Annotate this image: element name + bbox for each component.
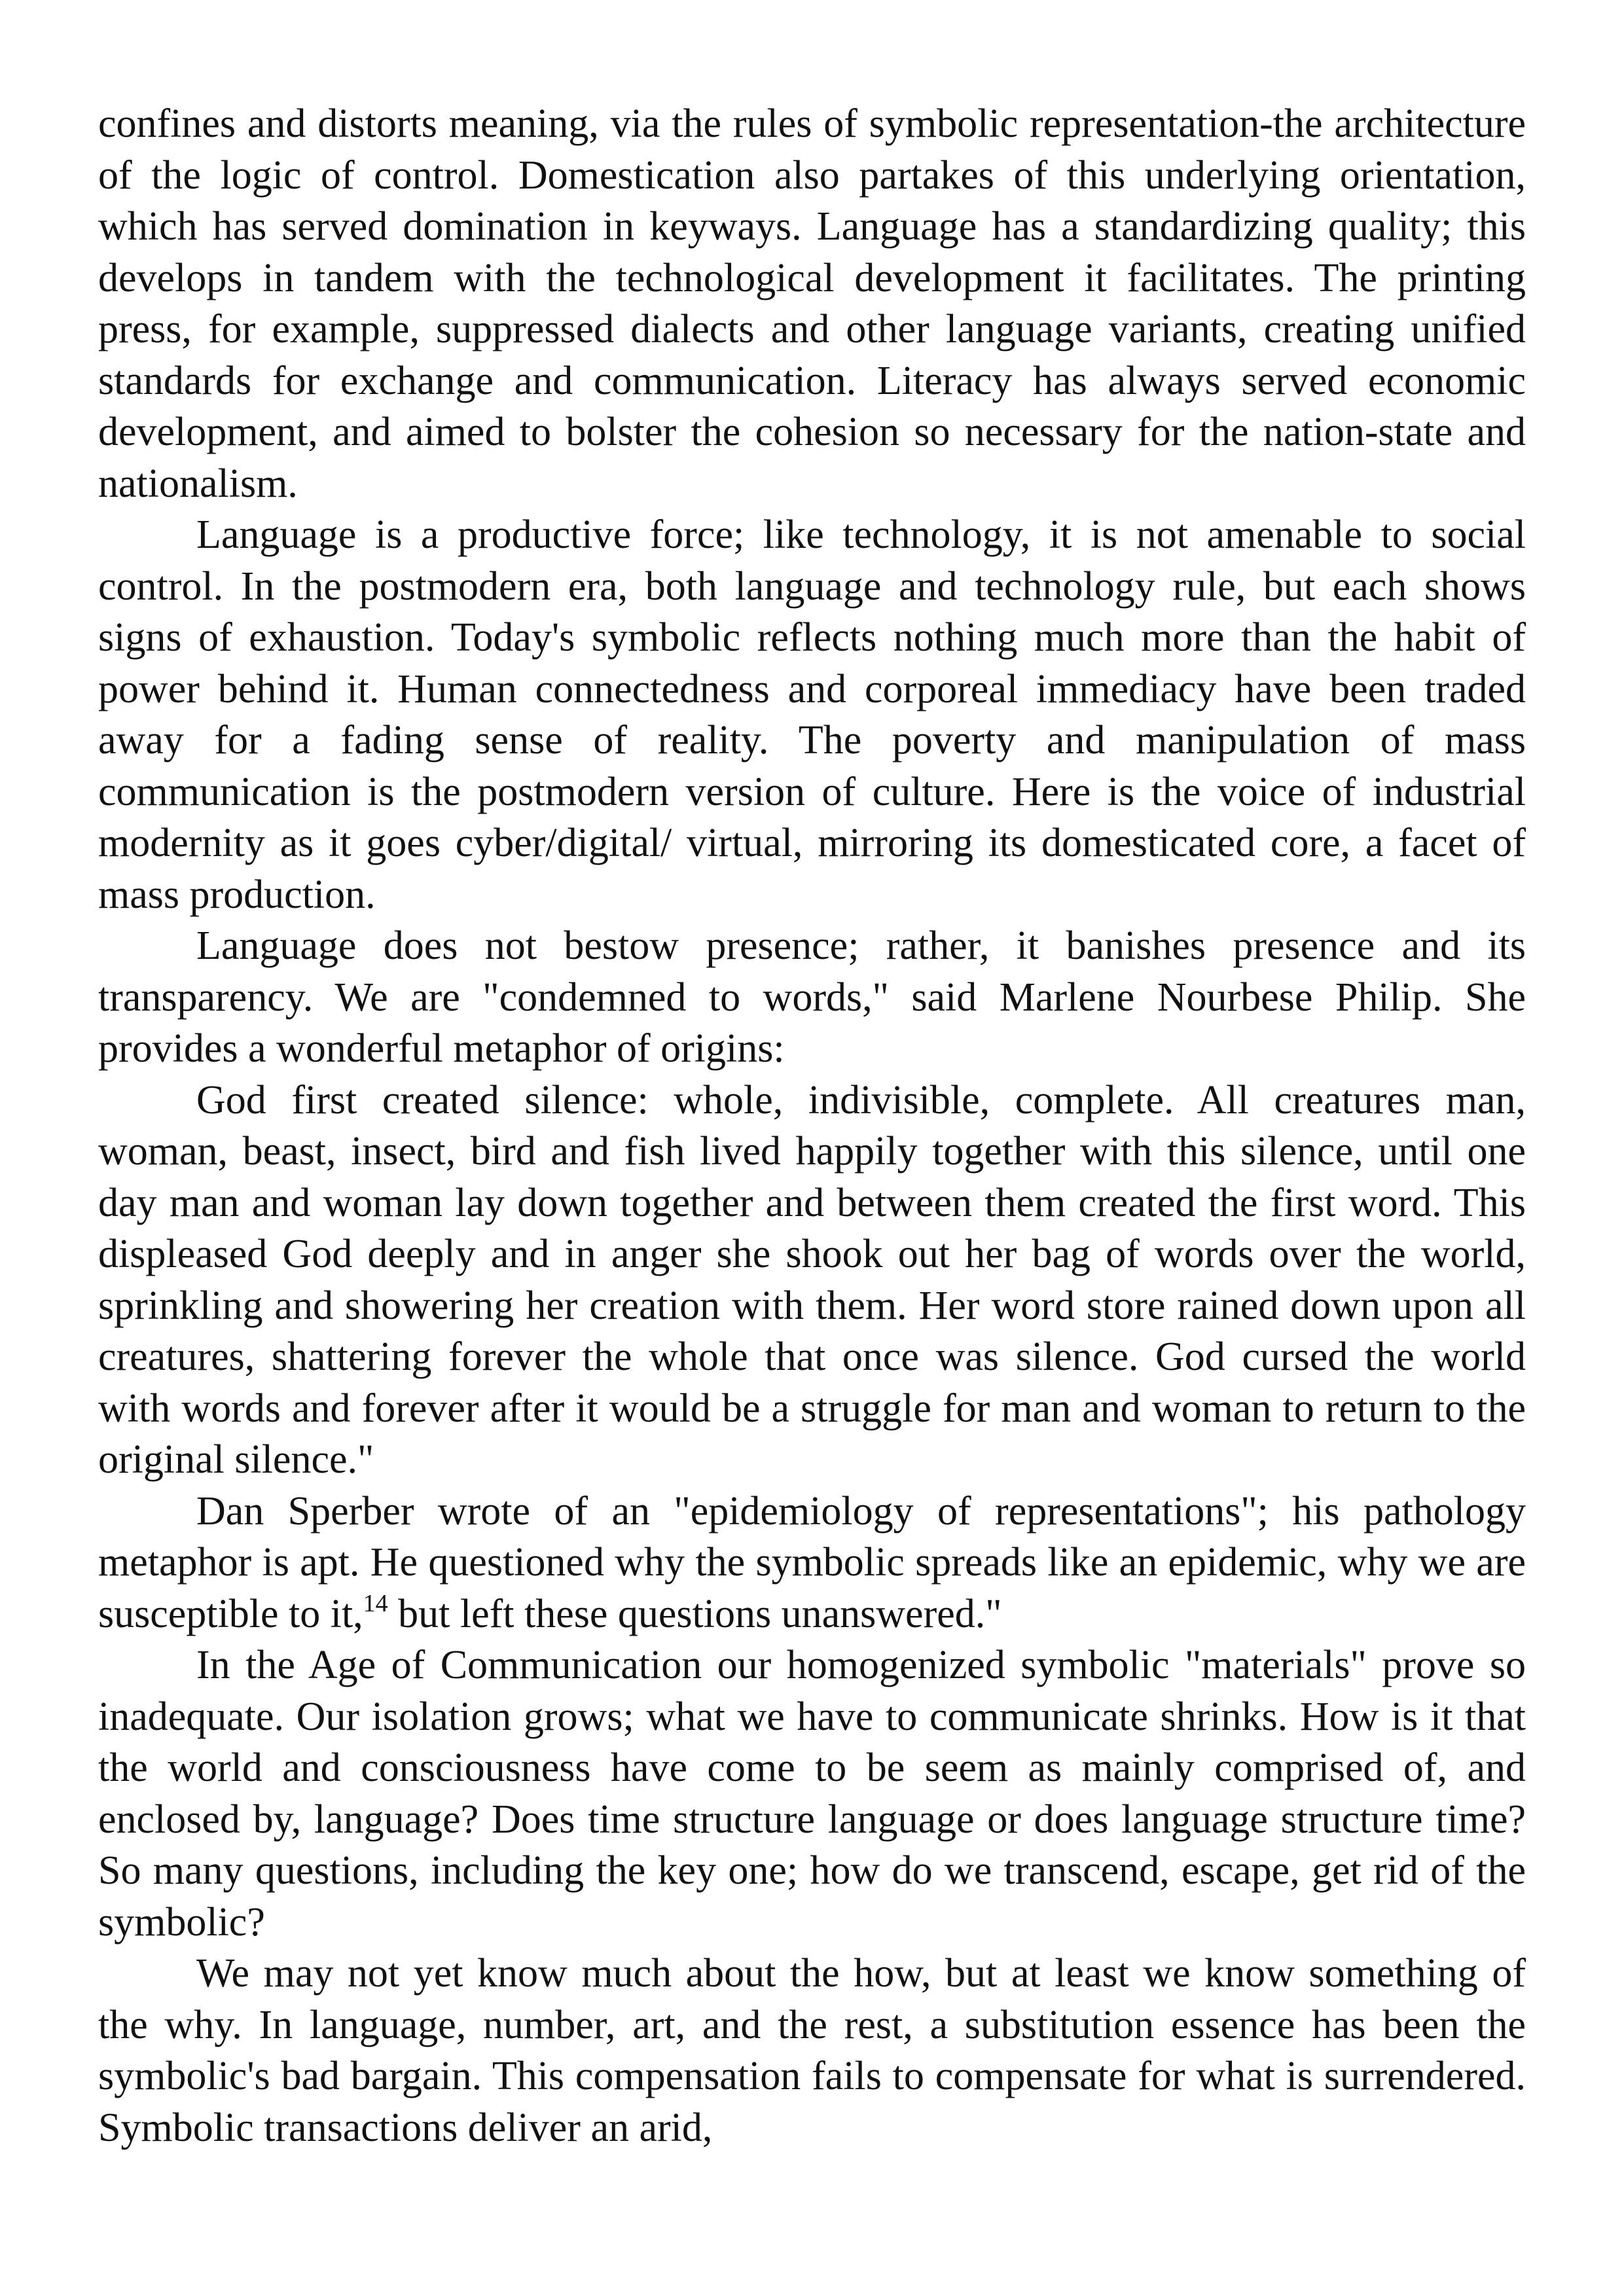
paragraph-3: Language does not bestow presence; rather, it banishes presence and its transparency. We are "condemned to words," said Marlene Nourbese Philip. She provides a wonderful metaphor of origins: xyxy=(98,924,1526,1071)
paragraph-5-text-before: Dan Sperber wrote of an "epidemiology of representations"; his pathology metaphor is apt. He questioned why the symbolic spreads like an epidemic, why we are susceptible to it, xyxy=(98,1488,1526,1636)
paragraph-7: We may not yet know much about the how, but at least we know something of the why. In language, number, art, and the rest, a substitution essence has been the symbolic's bad bargain. This compensation fails to compensate for what is surrendered. Symbolic transactions deliver an arid, xyxy=(98,1951,1526,2150)
paragraph-1: confines and distorts meaning, via the rules of symbolic representation-the architecture of the logic of control. Domestication also partakes of this underlying orientation, which has served domination in keyways. Language has a standardizing quality; this develops in tandem with the technological development it facilitates. The printing press, for example, suppressed dialects and other language variants, creating unified standards for exchange and communication. Literacy has always served economic development, and aimed to bolster the cohesion so necessary for the nation-state and nationalism. xyxy=(98,101,1526,506)
block-quote-paragraph: God first created silence: whole, indivisible, complete. All creatures man, woman, beast, insect, bird and fish lived happily together with this silence, until one day man and woman lay down together and between them created the first word. This displeased God deeply and in anger she shook out her bag of words over the world, sprinkling and showering her creation with them. Her word store rained down upon all creatures, shattering forever the whole that once was silence. God cursed the world with words and forever after it would be a struggle for man and woman to return to the original silence." xyxy=(98,1077,1526,1482)
document-page xyxy=(98,98,1526,2212)
paragraph-2: Language is a productive force; like technology, it is not amenable to social control. In the postmodern era, both language and technology rule, but each shows signs of exhaustion. Today's symbolic reflects nothing much more than the habit of power behind it. Human connectedness and corporeal immediacy have been traded away for a fading sense of reality. The poverty and manipulation of mass communication is the postmodern version of culture. Here is the voice of industrial modernity as it goes cyber/digital/ virtual, mirroring its domesticated core, a facet of mass production. xyxy=(98,512,1526,917)
footnote-marker: 14 xyxy=(363,1589,388,1617)
paragraph-6: In the Age of Communication our homogenized symbolic "materials" prove so inadequate. Our isolation grows; what we have to communicate shrinks. How is it that the world and consciousness have come to be seem as mainly comprised of, and enclosed by, language? Does time structure language or does language structure time? So many questions, including the key one; how do we transcend, escape, get rid of the symbolic? xyxy=(98,1643,1526,1945)
paragraph-5 xyxy=(98,1486,1526,1640)
paragraph-5-text-after: but left these questions unanswered." xyxy=(388,1591,1002,1636)
